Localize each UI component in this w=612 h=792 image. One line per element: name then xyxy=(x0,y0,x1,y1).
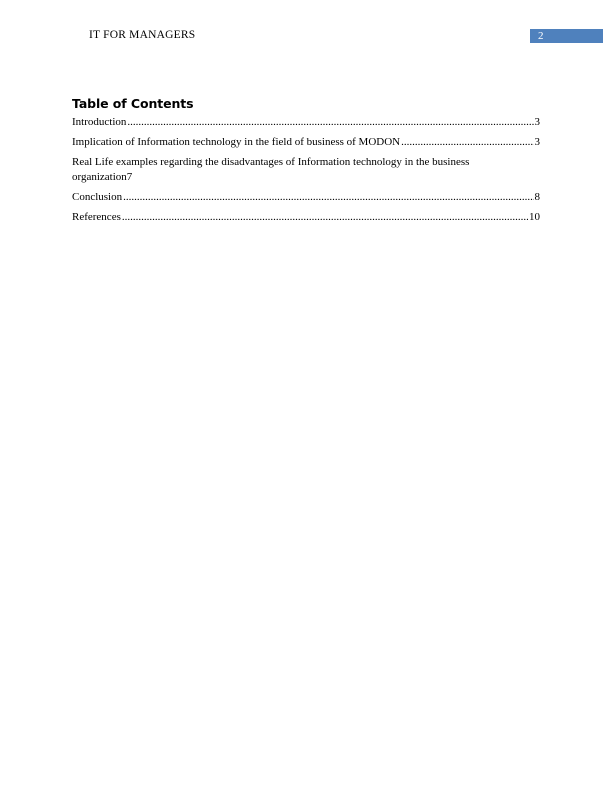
toc-entry-references[interactable] xyxy=(72,210,540,225)
toc-entry-page: 8 xyxy=(534,191,540,203)
toc-entry-conclusion[interactable] xyxy=(72,190,540,205)
toc-entry-label: Implication of Information technology in the field of business of MODON xyxy=(72,136,401,148)
toc-entry-label-line2: organization xyxy=(72,171,127,183)
toc-heading: Table of Contents xyxy=(72,96,194,111)
page-number: 2 xyxy=(538,30,544,42)
toc-entry-label-line1: Real Life examples regarding the disadvantages of Information technology in the business xyxy=(72,156,470,168)
toc-leader-dots xyxy=(123,190,533,205)
toc-entry-introduction[interactable] xyxy=(72,115,540,130)
toc-entry-page: 3 xyxy=(534,136,540,148)
toc-entry-label: References xyxy=(72,211,121,223)
toc-leader-dots xyxy=(127,115,533,130)
toc-entry-page: 3 xyxy=(534,116,540,128)
toc-entry-page: 7 xyxy=(126,171,133,183)
toc-leader-dots xyxy=(122,210,528,225)
page-number-badge xyxy=(530,29,603,43)
toc-entry-implication[interactable] xyxy=(72,135,540,150)
toc-leader-dots xyxy=(401,135,533,150)
toc-entry-label: Conclusion xyxy=(72,191,123,203)
table-of-contents xyxy=(72,96,540,230)
toc-entry-real-life-examples[interactable] xyxy=(72,155,540,185)
toc-entry-page: 10 xyxy=(529,211,540,223)
toc-entry-label: Introduction xyxy=(72,116,127,128)
running-header-title: IT FOR MANAGERS xyxy=(89,29,196,41)
